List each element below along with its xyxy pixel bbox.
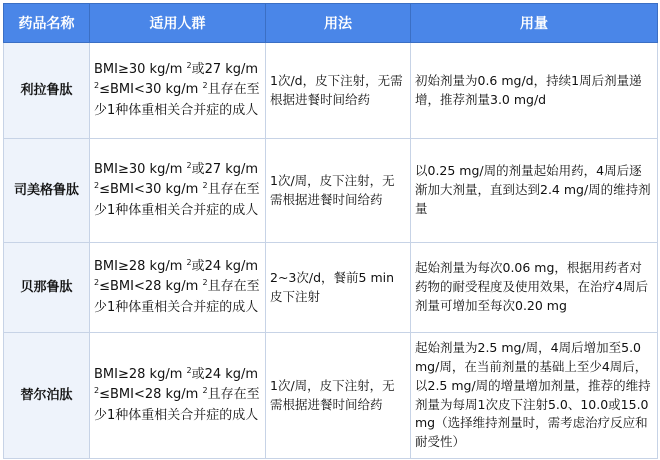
population-cell	[90, 43, 266, 139]
dosage-cell: 起始剂量为每次0.06 mg，根据用药者对药物的耐受程度及使用效果，在治疗4周后剂量可增加至每次0.20 mg	[411, 243, 658, 333]
usage-cell: 2~3次/d，餐前5 min皮下注射	[266, 243, 411, 333]
usage-cell: 1次/d，皮下注射，无需根据进餐时间给药	[266, 43, 411, 139]
population-text: 或27 kg/m	[191, 62, 259, 78]
population-text: BMI≥30 kg/m	[94, 62, 187, 78]
drug-name: 利拉鲁肽	[4, 43, 90, 139]
superscript: 2	[186, 161, 192, 171]
population-text: 且存在至少1种体重相关合并症的成人	[94, 279, 260, 315]
usage-cell: 1次/周，皮下注射，无需根据进餐时间给药	[266, 139, 411, 243]
superscript: 2	[202, 278, 208, 288]
dosage-cell: 以0.25 mg/周的剂量起始用药，4周后逐渐加大剂量，直到达到2.4 mg/周的维持剂量	[411, 139, 658, 243]
population-text: 或24 kg/m	[191, 367, 259, 383]
dosage-cell: 初始剂量为0.6 mg/d，持续1周后剂量递增，推荐剂量3.0 mg/d	[411, 43, 658, 139]
drug-table-container	[3, 3, 657, 457]
population-text: ≤BMI<28 kg/m	[99, 279, 203, 295]
population-text: BMI≥30 kg/m	[94, 162, 187, 178]
usage-cell: 1次/周，皮下注射，无需根据进餐时间给药	[266, 333, 411, 459]
drug-table	[3, 3, 658, 459]
population-cell	[90, 333, 266, 459]
superscript: 2	[186, 258, 192, 268]
superscript: 2	[202, 181, 208, 191]
population-text: 或27 kg/m	[191, 162, 259, 178]
drug-name: 贝那鲁肽	[4, 243, 90, 333]
population-text: 且存在至少1种体重相关合并症的成人	[94, 182, 260, 218]
table-row	[4, 139, 658, 243]
table-row	[4, 243, 658, 333]
table-row	[4, 43, 658, 139]
population-cell	[90, 243, 266, 333]
superscript: 2	[94, 278, 100, 288]
population-text: ≤BMI<30 kg/m	[99, 182, 203, 198]
population-text: 或24 kg/m	[191, 259, 259, 275]
header-drug-name: 药品名称	[4, 4, 90, 43]
superscript: 2	[186, 61, 192, 71]
superscript: 2	[202, 386, 208, 396]
population-text: BMI≥28 kg/m	[94, 367, 187, 383]
header-usage: 用法	[266, 4, 411, 43]
drug-name: 替尔泊肽	[4, 333, 90, 459]
dosage-cell: 起始剂量为2.5 mg/周，4周后增加至5.0 mg/周，在当前剂量的基础上至少4周后，以2.5 mg/周的增量增加剂量，推荐的维持剂量为每周1次皮下注射5.0、10.0或15.0 mg（选择维持剂量时，需考虑治疗反应和耐受性）	[411, 333, 658, 459]
superscript: 2	[94, 81, 100, 91]
population-text: ≤BMI<28 kg/m	[99, 387, 203, 403]
population-text: 且存在至少1种体重相关合并症的成人	[94, 387, 260, 423]
header-population: 适用人群	[90, 4, 266, 43]
superscript: 2	[186, 366, 192, 376]
population-text: 且存在至少1种体重相关合并症的成人	[94, 82, 260, 118]
superscript: 2	[202, 81, 208, 91]
header-dosage: 用量	[411, 4, 658, 43]
superscript: 2	[94, 181, 100, 191]
population-text: ≤BMI<30 kg/m	[99, 82, 203, 98]
header-row	[4, 4, 658, 43]
drug-name: 司美格鲁肽	[4, 139, 90, 243]
population-text: BMI≥28 kg/m	[94, 259, 187, 275]
superscript: 2	[94, 386, 100, 396]
population-cell	[90, 139, 266, 243]
table-row	[4, 333, 658, 459]
